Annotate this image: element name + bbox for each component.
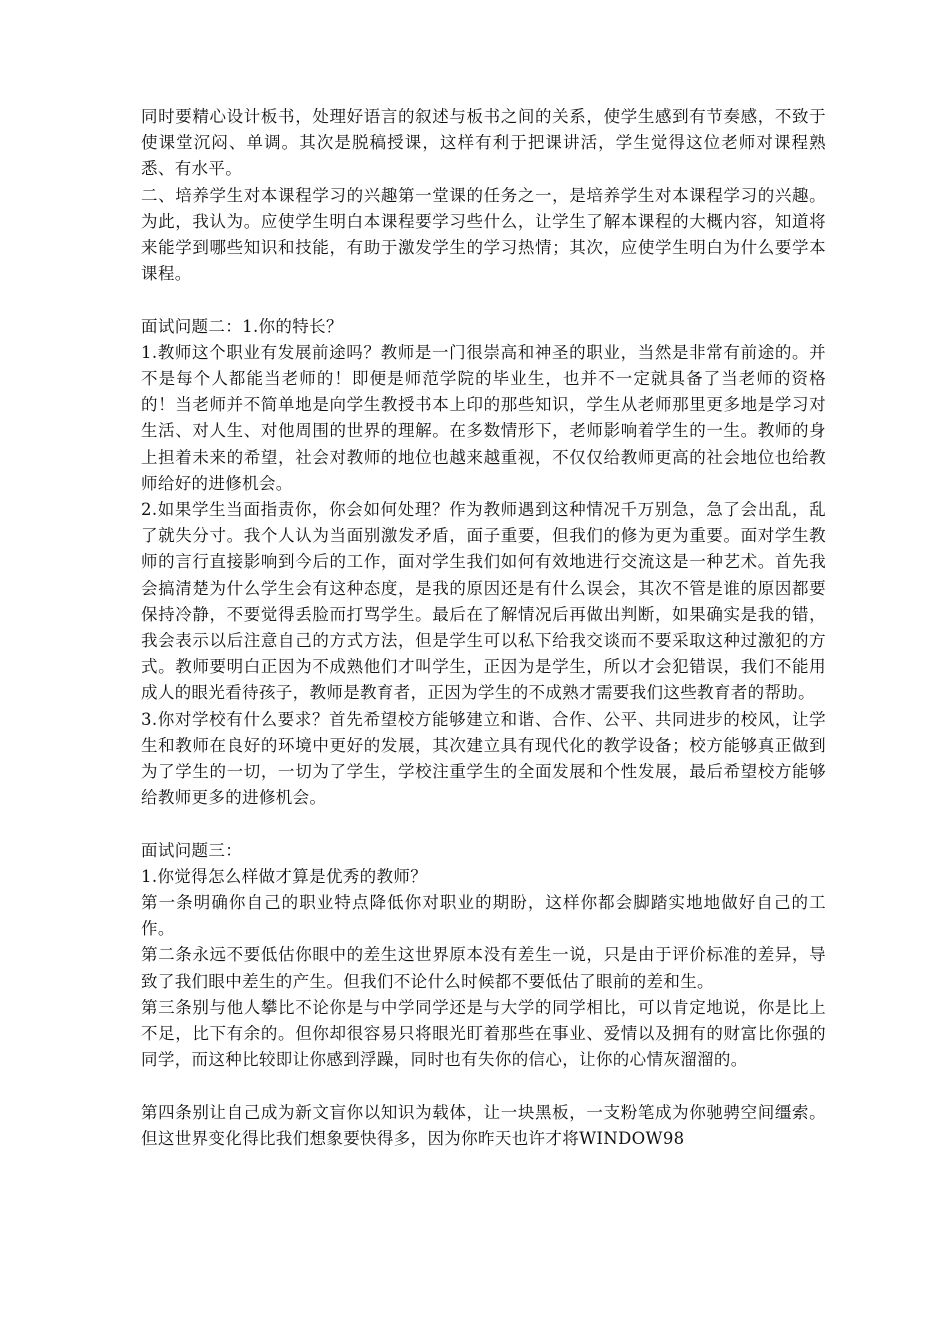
- paragraph-1: 同时要精心设计板书，处理好语言的叙述与板书之间的关系，使学生感到有节奏感，不致于使课堂沉闷、单调。其次是脱稿授课，这样有利于把课讲活，学生觉得这位老师对课程熟悉、有水平。: [141, 107, 826, 179]
- paragraph-rule-4: 第四条别让自己成为新文盲你以知识为载体，让一块黑板，一支粉笔成为你驰骋空间缰索。但这世界变化得比我们想象要快得多，因为你昨天也许才将WINDOW98: [141, 1102, 826, 1148]
- paragraph-question-2: 2.如果学生当面指责你，你会如何处理？作为教师遇到这种情况千万别急，急了会出乱，乱了就失分寸。我个人认为当面别激发矛盾，面子重要，但我们的修为更为重要。面对学生教师的言行直接影响到今后的工作，面对学生我们如何有效地进行交流这是一种艺术。首先我会搞清楚为什么学生会有这种态度，是我的原因还是有什么误会，其次不管是谁的原因都要保持冷静，不要觉得丢脸而打骂学生。最后在了解情况后再做出判断，如果确实是我的错，我会表示以后注意自己的方式方法，但是学生可以私下给我交谈而不要采取这种过激犯的方式。教师要明白正因为不成熟他们才叫学生，正因为是学生，所以才会犯错误，我们不能用成人的眼光看待孩子，教师是教育者，正因为学生的不成熟才需要我们这些教育者的帮助。: [141, 500, 826, 703]
- paragraph-rule-3: 第三条别与他人攀比不论你是与中学同学还是与大学的同学相比，可以肯定地说，你是比上不足，比下有余的。但你却很容易只将眼光盯着那些在事业、爱情以及拥有的财富比你强的同学，而这种比较即让你感到浮躁，同时也有失你的信心，让你的心情灰溜溜的。: [141, 997, 826, 1070]
- blank-line: [141, 811, 826, 837]
- paragraph-rule-2: 第二条永远不要低估你眼中的差生这世界原本没有差生一说，只是由于评价标准的差异，导致了我们眼中差生的产生。但我们不论什么时候都不要低估了眼前的差和生。: [141, 945, 826, 991]
- blank-line: [141, 287, 826, 313]
- paragraph-excellent-teacher-question: 1.你觉得怎么样做才算是优秀的教师？: [141, 866, 428, 886]
- paragraph-rule-1: 第一条明确你自己的职业特点降低你对职业的期盼，这样你都会脚踏实地地做好自己的工作。: [141, 893, 826, 939]
- blank-line: [141, 1073, 826, 1099]
- paragraph-question-3: 3.你对学校有什么要求？首先希望校方能够建立和谐、合作、公平、共同进步的校风，让学生和教师在良好的环境中更好的发展，其次建立具有现代化的教学设备；校方能够真正做到为了学生的一切，一切为了学生，学校注重学生的全面发展和个性发展，最后希望校方能够给教师更多的进修机会。: [141, 709, 826, 808]
- paragraph-2: 二、培养学生对本课程学习的兴趣第一堂课的任务之一，是培养学生对本课程学习的兴趣。为此，我认为。应使学生明白本课程要学习些什么，让学生了解本课程的大概内容，知道将来能学到哪些知识和技能，有助于激发学生的学习热情；其次，应使学生明白为什么要学本课程。: [141, 185, 826, 284]
- section-heading-interview-3: 面试问题三：: [141, 840, 243, 860]
- document-body: [141, 104, 826, 1152]
- paragraph-question-1: 1.教师这个职业有发展前途吗？教师是一门很崇高和神圣的职业，当然是非常有前途的。并不是每个人都能当老师的！即便是师范学院的毕业生，也并不一定就具备了当老师的资格的！当老师并不简单地是向学生教授书本上印的那些知识，学生从老师那里更多地是学习对生活、对人生、对他周围的世界的理解。在多数情形下，老师影响着学生的一生。教师的身上担着未来的希望，社会对教师的地位也越来越重视，不仅仅给教师更高的社会地位也给教师给好的进修机会。: [141, 342, 826, 493]
- section-heading-interview-2: 面试问题二：1.你的特长？: [141, 316, 343, 336]
